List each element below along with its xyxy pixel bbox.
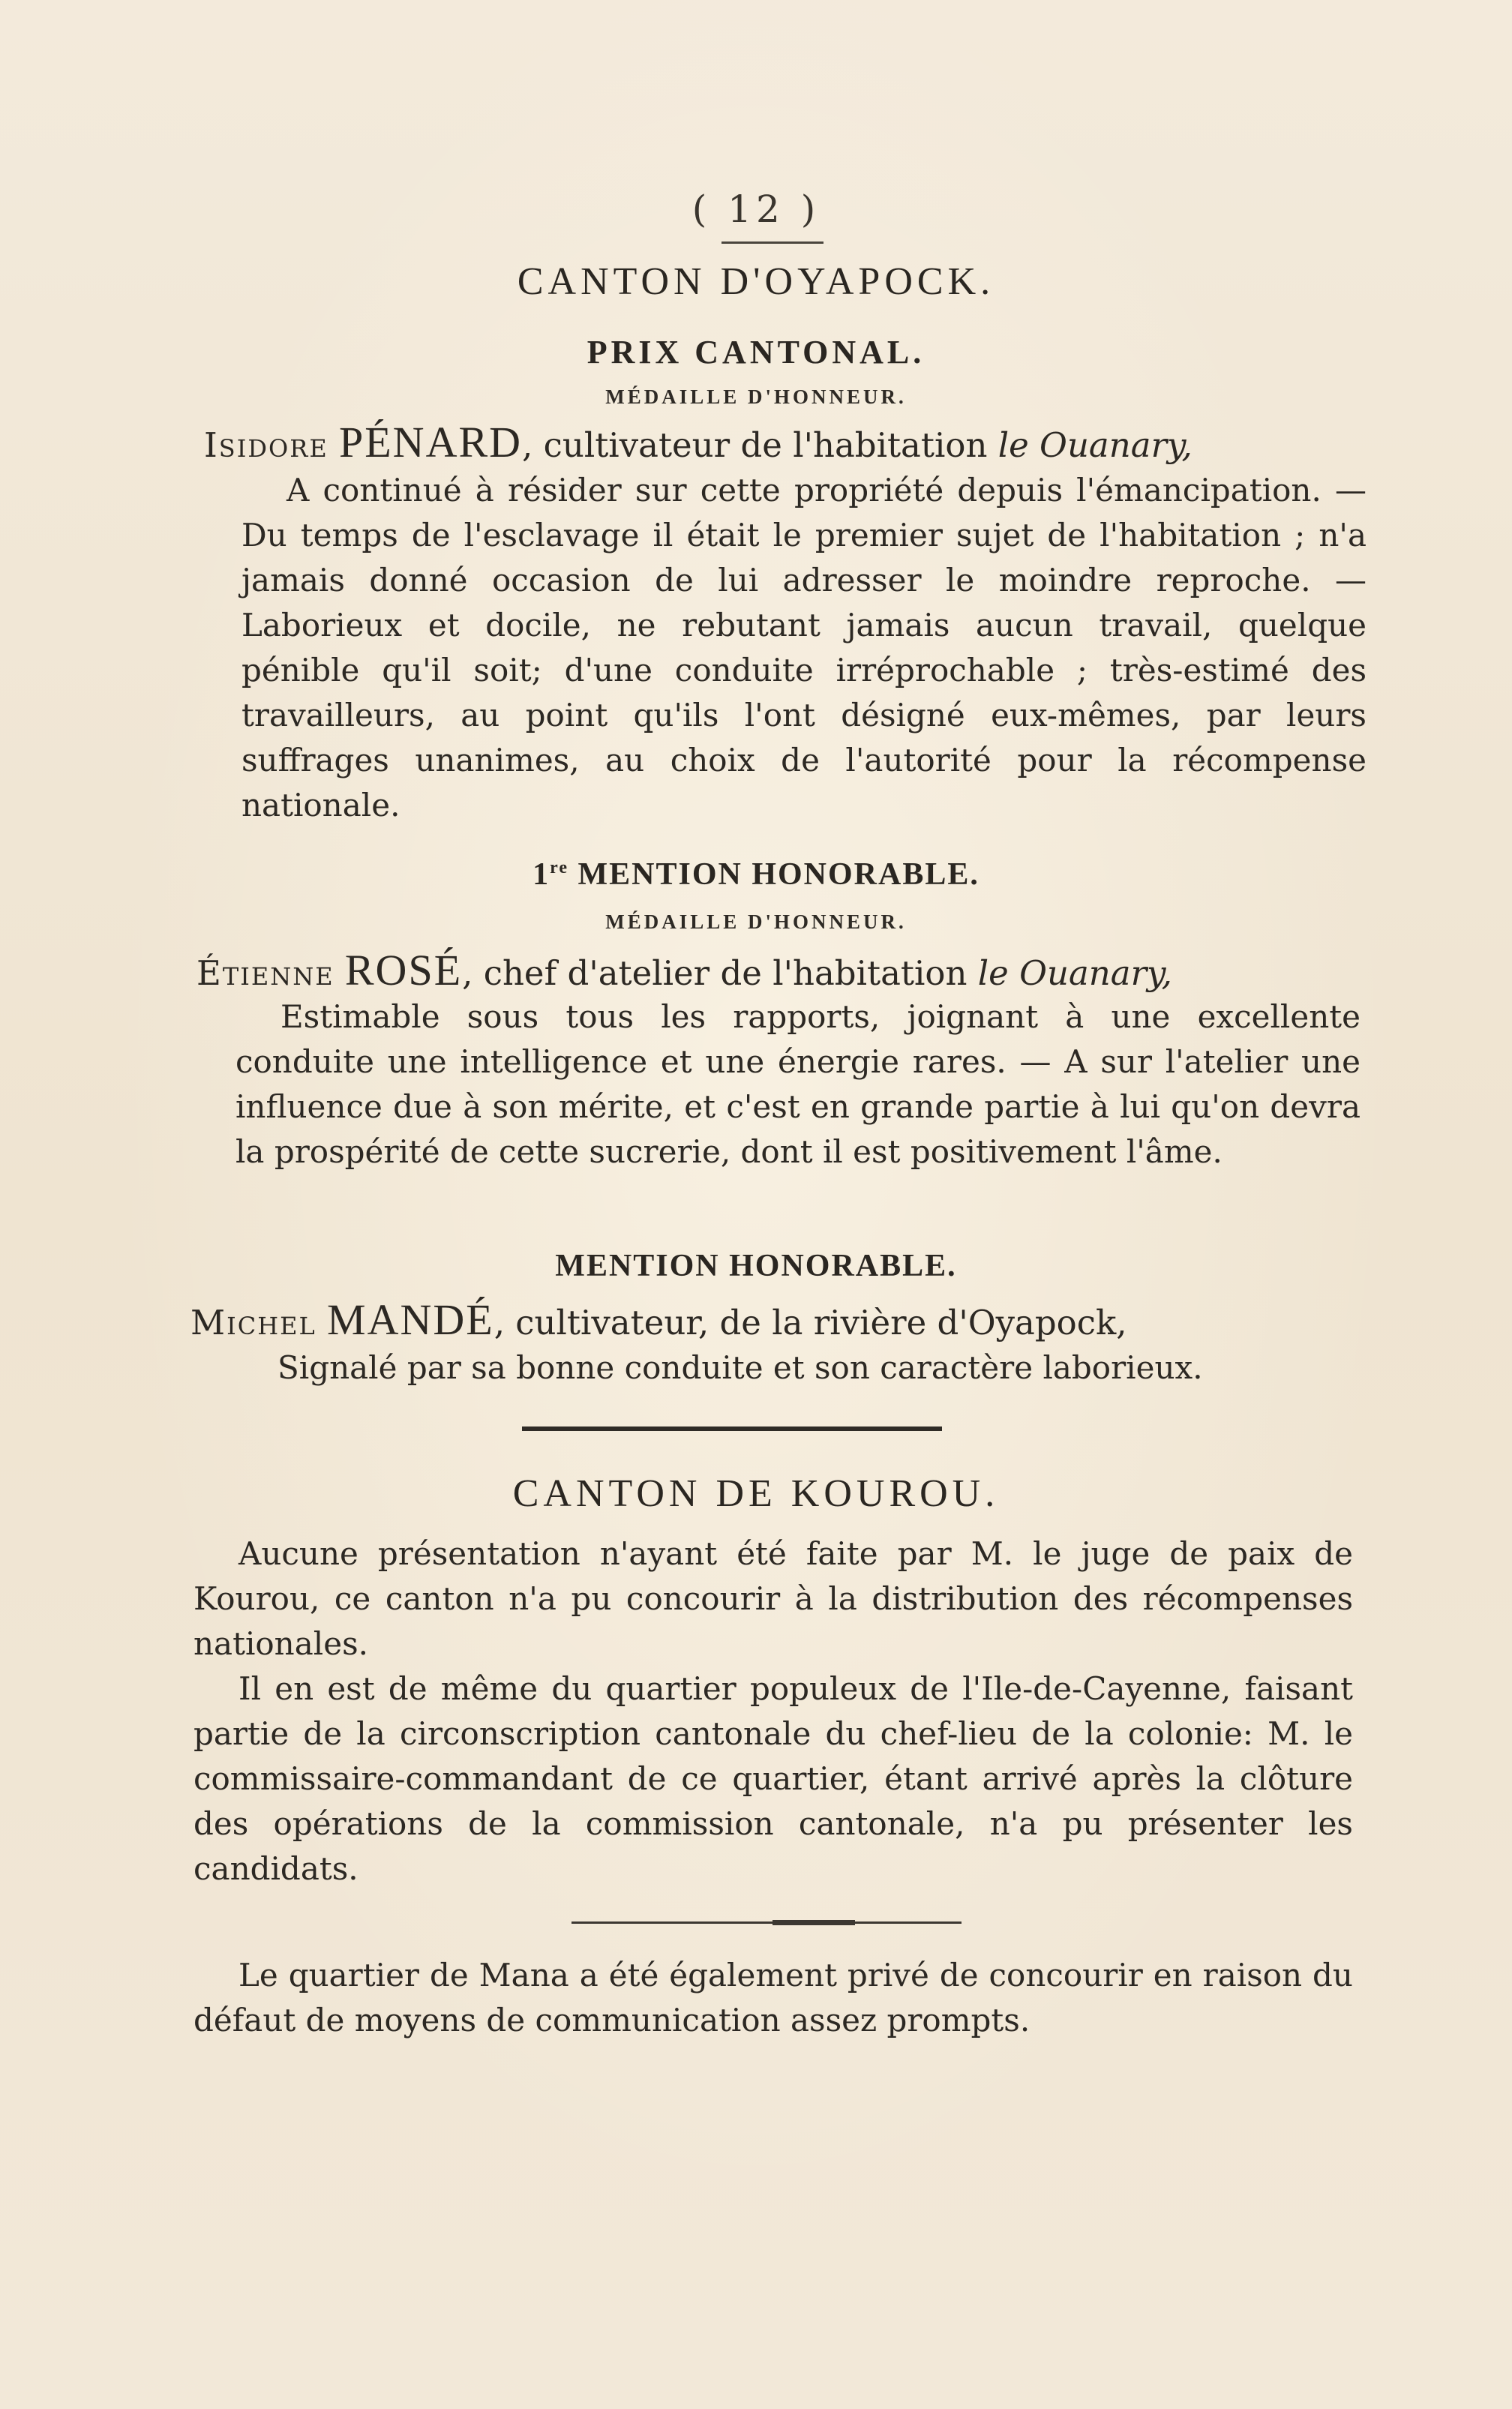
- closing-text: Le quartier de Mana a été également privé de concourir en raison du défaut de moyens de communication assez prompts.: [194, 1957, 1353, 2038]
- first-mention-text: Estimable sous tous les rapports, joignant à une excellente conduite une intelligence et une énergie rares. — A sur l'atelier une influence due à son mérite, et c'est en grande partie à lui qu'on devra la prospérité de cette sucrerie, dont il est positivement l'âme.: [236, 998, 1360, 1170]
- laureate-given-name: Isidore: [204, 425, 328, 465]
- prize-heading: PRIX CANTONAL.: [586, 334, 926, 370]
- first-mention-given-name: Étienne: [196, 953, 334, 993]
- laureate-surname: PÉNARD: [339, 418, 523, 466]
- laureate-description: , cultivateur de l'habitation: [522, 425, 998, 465]
- laureate-text: A continué à résider sur cette propriété depuis l'émancipation. — Du temps de l'esclavage il était le premier sujet de l'habitation ; n'a jamais donné occasion de lui adresser le moindre reproche. — Laborieux et docile, ne rebutant jamais aucun travail, quelque pénible qu'il soit; d'une conduite irréprochable ; très-estimé des travailleurs, au point qu'ils l'ont désigné eux-mêmes, par leurs suffrages unanimes, au choix de l'autorité pour la récompense nationale.: [242, 472, 1366, 824]
- first-mention-suffix: re: [550, 858, 568, 878]
- kourou-text-1: Aucune présentation n'ayant été faite par M. le juge de paix de Kourou, ce canton n'a pu concourir à la distribution des récompenses nationales.: [194, 1535, 1353, 1662]
- medal-heading: MÉDAILLE D'HONNEUR.: [605, 386, 907, 408]
- first-mention-description: , chef d'atelier de l'habitation: [462, 953, 978, 993]
- section-title-kourou: CANTON DE KOUROU.: [512, 1472, 1000, 1515]
- laureate-place: le Ouanary,: [998, 425, 1192, 465]
- first-mention-place: le Ouanary,: [977, 953, 1172, 993]
- second-mention-name-line: [190, 1295, 1127, 1346]
- closing-divider-accent: [772, 1920, 855, 1925]
- first-mention-heading: [0, 856, 1512, 892]
- second-mention-given-name: Michel: [190, 1303, 316, 1342]
- kourou-text-2: Il en est de même du quartier populeux de l'Ile-de-Cayenne, faisant partie de la circonscription cantonale du chef-lieu de la colonie: M. le commissaire-commandant de ce quartier, étant arrivé après la clôture des opérations de la commission cantonale, n'a pu présenter les candidats.: [194, 1670, 1353, 1887]
- section-divider: [522, 1426, 942, 1431]
- closing-paragraph: [194, 1953, 1353, 2043]
- page-number: ( 12 ): [692, 188, 820, 231]
- closing-divider: [572, 1922, 962, 1924]
- second-mention-surname: MANDÉ: [327, 1295, 494, 1344]
- first-mention-heading-text: MENTION HONORABLE.: [568, 857, 980, 892]
- second-mention-paragraph: Signalé par sa bonne conduite et son caractère laborieux.: [278, 1349, 1203, 1386]
- first-mention-medal: MÉDAILLE D'HONNEUR.: [605, 910, 907, 933]
- laureate-paragraph: [242, 468, 1366, 830]
- first-mention-name-line: [196, 948, 1172, 996]
- first-mention-paragraph: [236, 994, 1360, 1220]
- kourou-paragraph-1: [194, 1532, 1353, 1666]
- section-title-oyapock: CANTON D'OYAPOCK.: [517, 260, 995, 303]
- first-mention-surname: ROSÉ: [344, 946, 463, 994]
- second-mention-description: , cultivateur, de la rivière d'Oyapock,: [494, 1303, 1127, 1342]
- folio-rule: [722, 242, 824, 244]
- kourou-paragraph-2: [194, 1666, 1353, 1892]
- second-mention-heading: MENTION HONORABLE.: [555, 1249, 957, 1283]
- laureate-name-line: [204, 420, 1192, 468]
- first-mention-number: 1: [532, 857, 550, 892]
